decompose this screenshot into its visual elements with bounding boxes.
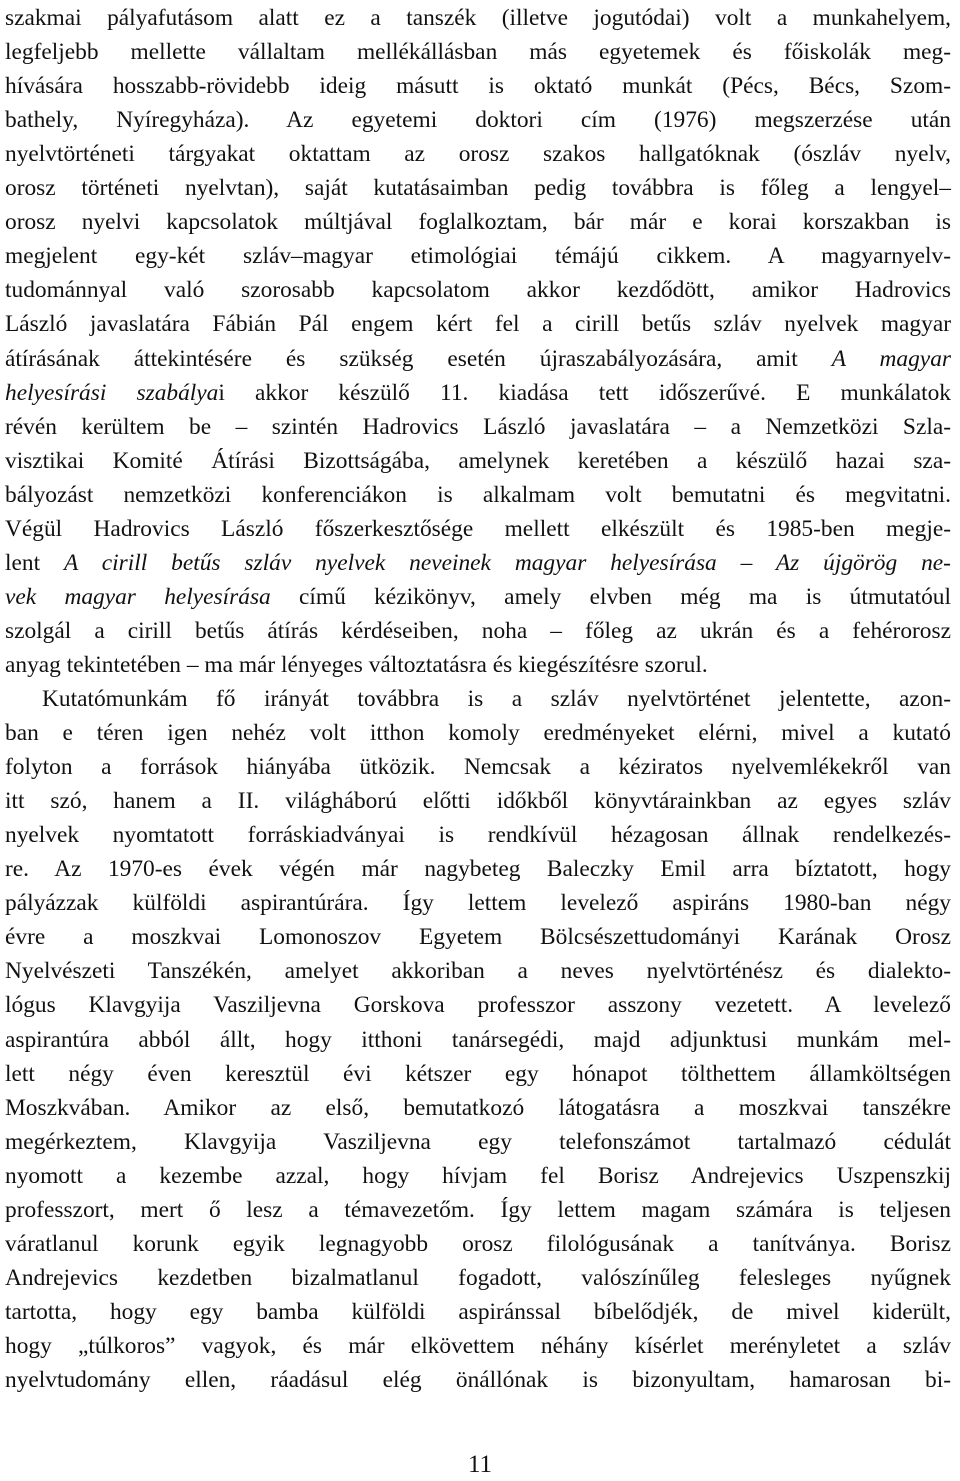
text-line — [5, 955, 951, 988]
text-segment: nyelvtudomány ellen, ráadásul elég önállónak is bizonyultam, hamarosan bi- — [5, 1367, 951, 1393]
text-segment: anyag tekintetében – ma már lényeges változtatásra és kiegészítésre szorul. — [5, 651, 708, 678]
text-line — [5, 649, 951, 682]
text-segment: megjelent egy-két szláv–magyar etimológiai témájú cikkem. A magyarnyelv- — [5, 243, 951, 270]
text-line — [5, 172, 951, 205]
text-line — [5, 138, 951, 171]
text-line — [5, 206, 951, 239]
text-segment: Andrejevics kezdetben bizalmatlanul fogadott, valószínűleg felesleges nyűgnek — [5, 1264, 951, 1291]
text-line — [5, 104, 951, 137]
text-segment: nyelvek nyomtatott forráskiadványai is rendkívül hézagosan állnak rendelkezés- — [5, 822, 951, 849]
text-segment: Nyelvészeti Tanszékén, amelyet akkoriban a neves nyelvtörténész és dialekto- — [5, 958, 951, 985]
text-segment: folyton a források hiányába ütközik. Nemcsak a kéziratos nyelvemlékekről van — [5, 754, 951, 781]
text-segment: orosz történeti nyelvtan), saját kutatásaimban pedig továbbra is főleg a lengyel– — [5, 175, 951, 202]
text-line — [5, 717, 951, 750]
text-line — [5, 1092, 951, 1125]
text-segment: átírásának áttekintésére és szükség esetén újraszabályozására, amit — [5, 345, 832, 372]
text-line — [5, 1296, 951, 1329]
text-segment: hívására hosszabb-rövidebb ideig másutt is oktató munkát (Pécs, Bécs, Szom- — [5, 73, 951, 100]
text-line — [5, 308, 951, 341]
page-number: 11 — [467, 1451, 493, 1478]
text-segment: lent — [5, 549, 64, 576]
text-line — [5, 411, 951, 444]
text-line — [5, 785, 951, 818]
text-line — [42, 683, 951, 716]
text-segment: váratlanul korunk egyik legnagyobb orosz filológusának a tanítványa. Borisz — [5, 1230, 951, 1257]
text-segment: című kézikönyv, amely elvben még ma is útmutatóul — [270, 583, 951, 610]
text-line — [5, 36, 951, 69]
text-line — [5, 479, 951, 512]
text-segment: évre a moszkvai Lomonoszov Egyetem Bölcsészettudományi Karának Orosz — [5, 924, 951, 951]
text-segment: nyomott a kezembe azzal, hogy hívjam fel Borisz Andrejevics Uszpenszkij — [5, 1162, 951, 1189]
text-segment: hogy „túlkoros” vagyok, és már elkövettem néhány kísérlet merényletet a szláv — [5, 1332, 951, 1359]
text-line — [5, 274, 951, 307]
text-segment: i akkor készülő 11. kiadása tett időszerűvé. E munkálatok — [218, 379, 951, 406]
italic-title-text: helyesírási szabálya — [5, 379, 219, 406]
text-segment: pályázzak külföldi aspirantúrára. Így lettem levelező aspiráns 1980-ban négy — [5, 890, 951, 917]
text-segment: megérkeztem, Klavgyija Vasziljevna egy telefonszámot tartalmazó cédulát — [5, 1128, 951, 1155]
text-line — [5, 547, 951, 580]
text-line — [5, 1330, 951, 1363]
text-line — [5, 240, 951, 273]
text-line — [5, 513, 951, 546]
text-line — [5, 989, 951, 1022]
text-segment: itt szó, hanem a II. világháború előtti időkből könyvtárainkban az egyes szláv — [5, 788, 951, 815]
text-segment: orosz nyelvi kapcsolatok múltjával foglalkoztam, bár már e korai korszakban is — [5, 209, 951, 236]
italic-title-text: A cirill betűs szláv nyelvek neveinek magyar helyesírása – Az újgörög ne- — [63, 549, 951, 576]
text-segment: bathely, Nyíregyháza). Az egyetemi doktori cím (1976) megszerzése után — [5, 107, 951, 134]
text-line — [5, 853, 951, 886]
text-line — [5, 887, 951, 920]
text-segment: László javaslatára Fábián Pál engem kért fel a cirill betűs szláv nyelvek magyar — [5, 311, 951, 338]
text-line — [5, 615, 951, 648]
italic-title-text: A magyar — [831, 345, 951, 372]
text-line — [5, 2, 951, 35]
text-segment: re. Az 1970-es évek végén már nagybeteg Baleczky Emil arra bíztatott, hogy — [5, 856, 951, 883]
text-segment: Végül Hadrovics László főszerkesztősége mellett elkészült és 1985-ben megje- — [5, 515, 951, 542]
text-segment: tartotta, hogy egy bamba külföldi aspiránssal bíbelődjék, de mivel kiderült, — [5, 1298, 951, 1325]
text-segment: Moszkvában. Amikor az első, bemutatkozó látogatásra a moszkvai tanszékre — [5, 1094, 951, 1121]
italic-title-text: vek magyar helyesírása — [5, 583, 271, 610]
text-segment: szakmai pályafutásom alatt ez a tanszék (illetve jogutódai) volt a munkahelyem, — [5, 5, 951, 31]
text-segment: ban e téren igen nehéz volt itthon komoly eredményeket elérni, mivel a kutató — [5, 720, 951, 747]
text-line — [5, 1160, 951, 1193]
text-line — [5, 1194, 951, 1227]
text-segment: szolgál a cirill betűs átírás kérdéseiben, noha – főleg az ukrán és a fehérorosz — [5, 617, 951, 644]
text-line — [5, 581, 951, 614]
text-line — [5, 1126, 951, 1159]
text-line — [5, 343, 951, 376]
text-segment: lógus Klavgyija Vasziljevna Gorskova professzor asszony vezetett. A levelező — [5, 992, 951, 1019]
text-line — [5, 819, 951, 852]
text-segment: nyelvtörténeti tárgyakat oktattam az orosz szakos hallgatóknak (ószláv nyelv, — [5, 141, 951, 168]
text-segment: lett négy éven keresztül évi kétszer egy hónapot tölthettem államköltségen — [5, 1060, 951, 1087]
text-segment: bályozást nemzetközi konferenciákon is alkalmam volt bemutatni és megvitatni. — [5, 481, 951, 508]
text-segment: révén kerültem be – szintén Hadrovics László javaslatára – a Nemzetközi Szla- — [5, 413, 951, 440]
text-segment: aspirantúra abból állt, hogy itthoni tanársegédi, majd adjunktusi munkám mel- — [5, 1026, 951, 1053]
text-line — [5, 70, 951, 103]
text-line — [5, 445, 951, 478]
text-segment: professzort, mert ő lesz a témavezetőm. Így lettem magam számára is teljesen — [5, 1196, 951, 1223]
text-line — [5, 377, 951, 410]
text-line — [5, 1024, 951, 1057]
text-line — [5, 1228, 951, 1261]
text-line — [5, 751, 951, 784]
text-line — [5, 1364, 951, 1397]
text-segment: visztikai Komité Átírási Bizottságába, amelynek keretében a készülő hazai sza- — [5, 447, 951, 474]
text-line — [5, 1058, 951, 1091]
text-line — [5, 1262, 951, 1295]
text-segment: legfeljebb mellette vállaltam mellékállásban más egyetemek és főiskolák meg- — [5, 39, 951, 66]
text-line — [5, 921, 951, 954]
text-segment: Kutatómunkám fő irányát továbbra is a szláv nyelvtörténet jelentette, azon- — [42, 686, 951, 712]
text-segment: tudománnyal való szorosabb kapcsolatom akkor kezdődött, amikor Hadrovics — [5, 277, 951, 304]
